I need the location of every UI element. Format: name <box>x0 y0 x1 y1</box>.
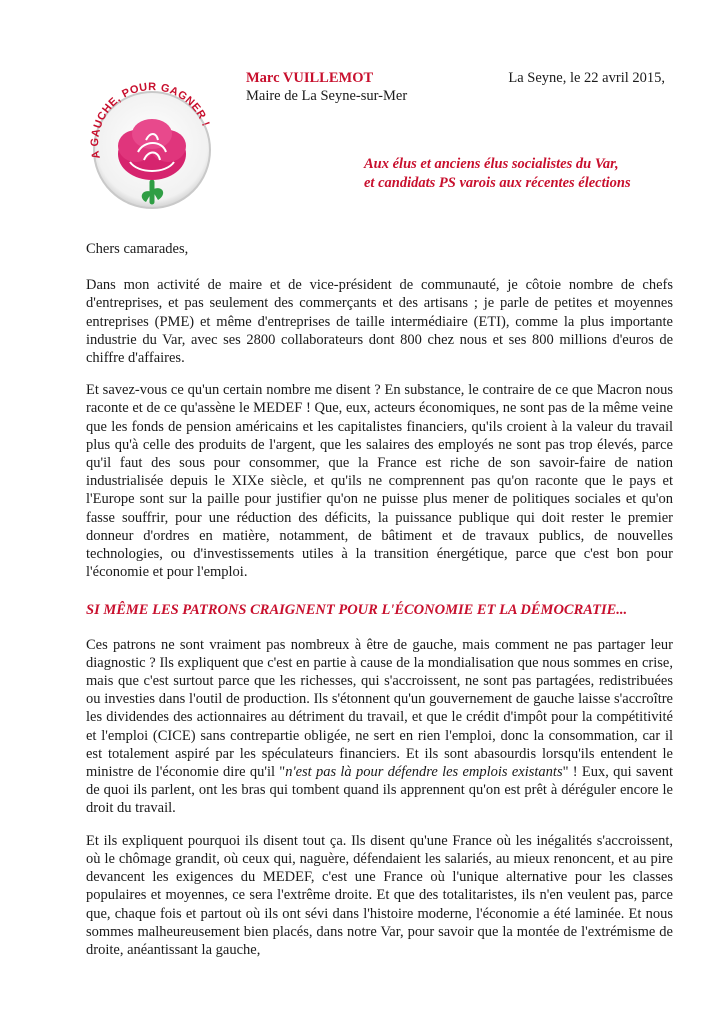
paragraph-3-part-1: Ces patrons ne sont vraiment pas nombreux à être de gauche, mais comment ne pas partager leur diagnostic ? Ils expliquent que c'est en partie à cause de la mondialisation que nous sommes en crise, mais que c'est surtout parce que les richesses, qui s'accroissent, ne sont pas partagées, redistribuées ou investies dans l'outil de production. Ils s'étonnent qu'un gouvernement de gauche laisse s'accroître les dividendes des actionnaires au détriment du travail, et que le crédit d'impôt pour la compétitivité et l'emploi (CICE) sans contrepartie obligée, ne sert en rien l'emploi, donc la consommation, car il est totalement aspiré par les spéculateurs financiers. Et ils sont abasourdis lorsqu'ils entendent le ministre de l'économie dire qu'il " <box>86 636 673 781</box>
recipient-line-2: et candidats PS varois aux récentes élections <box>364 175 631 191</box>
paragraph-3 <box>86 636 673 818</box>
paragraph-1: Dans mon activité de maire et de vice-président de communauté, je côtoie nombre de chefs d'entreprises, et pas seulement des commerçants et des artisans ; je parle de petites et moyennes entreprises (PME) et même d'entreprises de taille intermédiaire (ETI), comme la plus importante industrie du Var, avec ses 2800 collaborateurs dont 800 chez nous et ses 800 millions d'euros de chiffre d'affaires. <box>86 277 673 367</box>
paragraph-4: Et ils expliquent pourquoi ils disent tout ça. Ils disent qu'une France où les inégalités s'accroissent, où le chômage grandit, où ceux qui, naguère, défendaient les salariés, au mieux renoncent, et au pire devancent les exigences du MEDEF, c'est une France où l'unique alternative pour les classes populaires et moyennes, ce sera l'extrême droite. Et que des totalitaristes, ils n'en veulent pas, parce que, chaque fois et partout où ils ont sévi dans l'histoire moderne, l'économie a été laminée. Et nous sommes malheureusement bien placés, dans notre Var, pour savoir que la montée de l'extrémisme de droite, anéantissant la gauche, <box>86 832 673 958</box>
logo-slogan: A GAUCHE, POUR GAGNER ! <box>89 81 212 160</box>
rose-icon <box>86 70 218 220</box>
paragraph-3-quote: n'est pas là pour défendre les emplois existants <box>285 764 563 781</box>
recipient-block <box>364 155 631 193</box>
sender-role: Maire de La Seyne-sur-Mer <box>246 88 408 104</box>
party-logo <box>86 70 218 220</box>
letter-date: La Seyne, le 22 avril 2015, <box>508 70 665 86</box>
recipient-line-1: Aux élus et anciens élus socialistes du Var, <box>364 156 619 172</box>
paragraph-3-part-2: " ! Eux, qui savent de quoi ils parlent, ont les bras qui tombent quand ils apprennent qu'on est prêt à déréguler encore le droit du travail. <box>86 764 673 817</box>
paragraph-2: Et savez-vous ce qu'un certain nombre me disent ? En substance, le contraire de ce que Macron nous raconte et de ce qu'assène le MEDEF ! Que, eux, acteurs économiques, ne sont pas de la même veine que les fonds de pension américains et les capitalistes financiers, qu'ils croient à la valeur du travail plus qu'à celle des produits de l'argent, que les salaires des employés ne sont pas trop élevés, parce qu'il faut des sous pour consommer, que la France est riche de son savoir-faire de nation industrialisée depuis le XIXe siècle, et qu'ils ne comprennent pas qu'on raconte que le pays et l'Europe sont sur la paille pour justifier qu'on ne puisse plus mener de politiques sociales et qu'on fasse souffrir, pour une réduction des déficits, la puissance publique qui doit rester le premier donneur d'ordres en matière, notamment, de bâtiment et de travaux publics, de nouvelles technologies, ou d'investissements utiles à la transition énergétique, parce que c'est bon pour l'économie et pour l'emploi. <box>86 382 673 581</box>
section-title: SI MÊME LES PATRONS CRAIGNENT POUR L'ÉCONOMIE ET LA DÉMOCRATIE... <box>86 602 628 619</box>
salutation: Chers camarades, <box>86 241 189 257</box>
letter-body <box>86 240 673 973</box>
sender-name: Marc VUILLEMOT <box>246 70 374 86</box>
